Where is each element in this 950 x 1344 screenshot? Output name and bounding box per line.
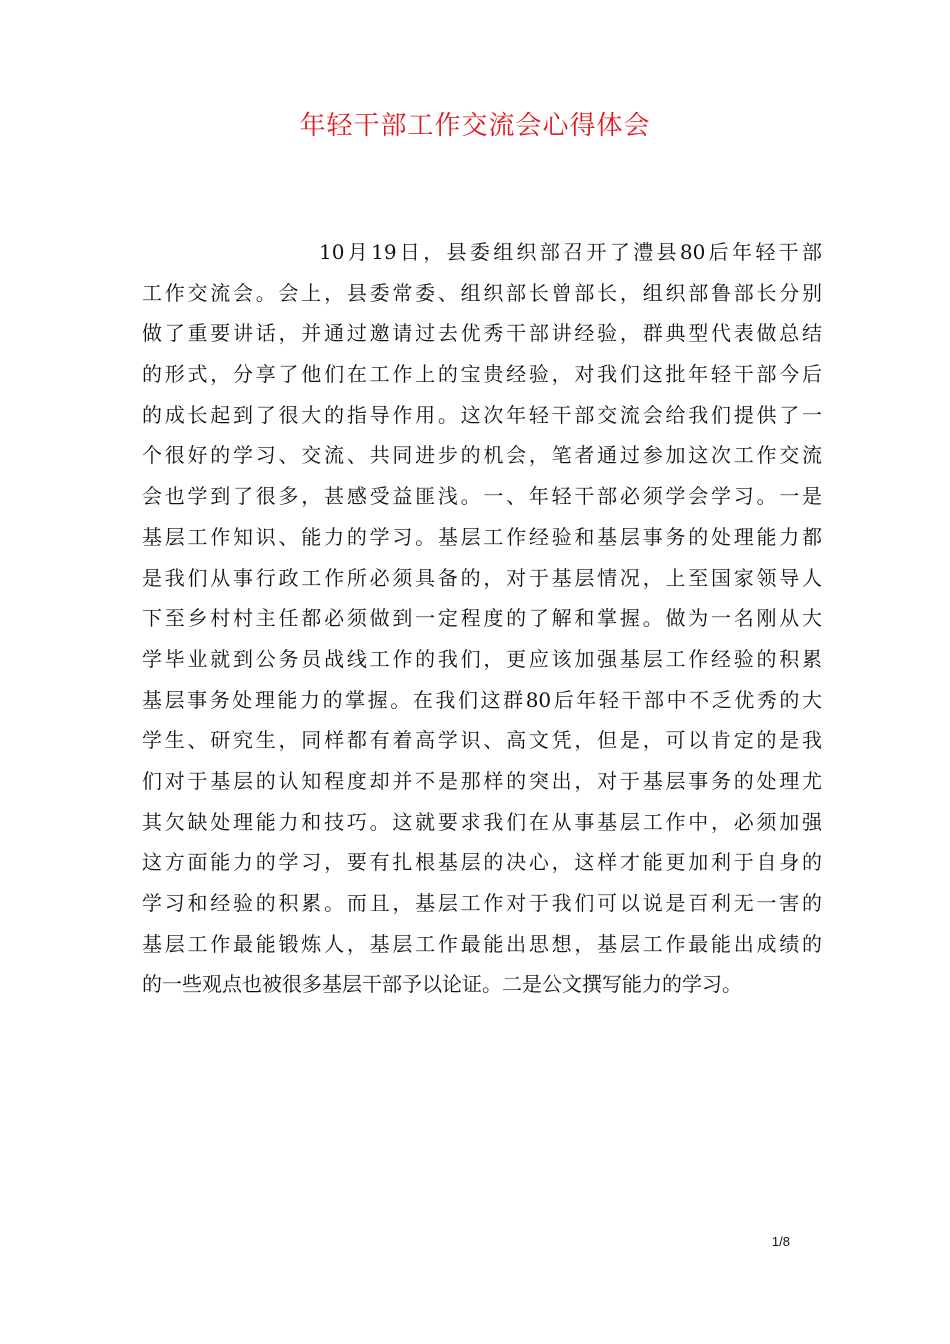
body-line: 其欠缺处理能力和技巧。这就要求我们在从事基层工作中，必须加强: [142, 809, 822, 834]
body-line: 个很好的学习、交流、共同进步的机会，笔者通过参加这次工作交流: [142, 443, 822, 468]
body-line: 基层工作最能锻炼人，基层工作最能出思想，基层工作最能出成绩的: [142, 931, 822, 956]
document-title: 年轻干部工作交流会心得体会: [299, 111, 651, 141]
body-line: 基层事务处理能力的掌握。在我们这群80后年轻干部中不乏优秀的大: [142, 687, 822, 712]
body-line: 10月19日，县委组织部召开了澧县80后年轻干部: [319, 240, 822, 264]
body-line: 学生、研究生，同样都有着高学识、高文凭，但是，可以肯定的是我: [142, 728, 822, 753]
body-line: 工作交流会。会上，县委常委、组织部长曾部长，组织部鲁部长分别: [142, 280, 822, 305]
document-body: [142, 232, 822, 1005]
body-line: 做了重要讲话，并通过邀请过去优秀干部讲经验，群典型代表做总结: [142, 321, 822, 346]
body-line: 这方面能力的学习，要有扎根基层的决心，这样才能更加利于自身的: [142, 850, 822, 875]
body-line: 会也学到了很多，甚感受益匪浅。一、年轻干部必须学会学习。一是: [142, 484, 822, 509]
body-line: 学毕业就到公务员战线工作的我们，更应该加强基层工作经验的积累: [142, 646, 822, 671]
body-line: 们对于基层的认知程度却并不是那样的突出，对于基层事务的处理尤: [142, 768, 822, 793]
page-number: 1/8: [771, 1234, 790, 1249]
body-line: 的成长起到了很大的指导作用。这次年轻干部交流会给我们提供了一: [142, 402, 822, 427]
body-line: 基层工作知识、能力的学习。基层工作经验和基层事务的处理能力都: [142, 524, 822, 549]
body-line: 学习和经验的积累。而且，基层工作对于我们可以说是百利无一害的: [142, 891, 822, 915]
body-line: 的一些观点也被很多基层干部予以论证。二是公文撰写能力的学习。: [142, 972, 742, 997]
body-line: 下至乡村村主任都必须做到一定程度的了解和掌握。做为一名刚从大: [142, 606, 822, 631]
body-line: 的形式，分享了他们在工作上的宝贵经验，对我们这批年轻干部今后: [142, 362, 822, 387]
body-line: 是我们从事行政工作所必须具备的，对于基层情况，上至国家领导人: [142, 565, 822, 590]
